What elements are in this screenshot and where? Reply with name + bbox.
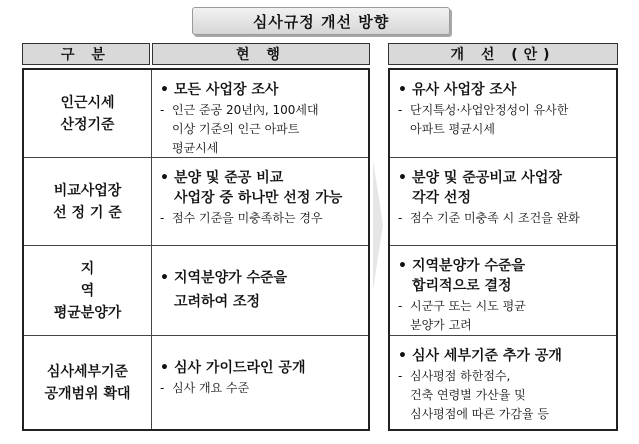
bullet-item [398,276,610,296]
dash-icon: - [398,369,403,383]
sub-item [160,210,362,227]
sub-item [160,102,362,119]
bullet-text: 심사 가이드라인 공개 [174,360,306,376]
bullet-item [398,168,610,188]
bullet-text: 유사 사업장 조사 [412,82,517,98]
sub-item [160,121,362,138]
bullet-item [398,346,610,366]
category-line: 지 역 [80,260,139,299]
sub-item [398,210,610,227]
bullet-icon: • [160,170,169,186]
bullet-item [160,188,362,208]
bullet-icon: • [160,360,169,376]
bullet-icon: • [160,270,169,286]
row-category [24,70,152,157]
bullet-text: 지역분양가 수준을 [174,270,288,286]
category-line: 평균분양가 [53,304,122,321]
bullet-text: 사업장 중 하나만 선정 가능 [174,190,343,206]
improved-cell [390,70,616,157]
header-improved: 개 선 (안) [388,43,618,65]
bullet-icon: • [160,82,169,98]
category-line: 비교사업장 [53,182,122,199]
current-cell [152,158,368,245]
bullet-icon: • [398,82,407,98]
current-cell [152,336,368,429]
sub-item [160,140,362,157]
dash-icon: - [398,299,403,313]
sub-item [398,368,610,385]
bullet-item [160,268,362,288]
table-row [24,158,368,246]
category-line: 인근시세 [60,94,115,111]
bullet-item [398,188,610,208]
row-category [24,158,152,245]
table-row [390,158,616,246]
sub-item [398,102,610,119]
bullet-text: 합리적으로 결정 [412,278,512,294]
row-category [24,246,152,335]
dash-icon: - [160,211,165,225]
sub-text: 시군구 또는 시도 평균 [410,299,526,313]
bullet-text: 모든 사업장 조사 [174,82,279,98]
bullet-item [160,358,362,378]
arrow-right-icon [373,160,383,290]
dash-icon: - [398,211,403,225]
bullet-text: 지역분양가 수준을 [412,258,526,274]
sub-text: 심사평점에 따른 가감율 등 [410,407,549,421]
bullet-text: 심사 세부기준 추가 공개 [412,348,562,364]
sub-item [398,317,610,334]
bullet-item [398,80,610,100]
sub-text: 건축 연령별 가산율 및 [410,388,526,402]
dash-icon: - [398,103,403,117]
table-row [24,70,368,158]
improved-cell [390,246,616,335]
dash-icon: - [160,381,165,395]
sub-text: 점수 기준 미충족 시 조건을 완화 [410,211,580,225]
improved-cell [390,336,616,429]
sub-text: 단지특성·사업안정성이 유사한 [410,103,569,117]
sub-text: 점수 기준을 미충족하는 경우 [172,211,323,225]
sub-text: 이상 기준의 인근 아파트 [172,122,300,136]
bullet-icon: • [398,348,407,364]
bullet-item [160,168,362,188]
current-table [22,68,370,431]
sub-text: 심사 개요 수준 [172,381,250,395]
bullet-text: 분양 및 준공비교 사업장 [412,170,562,186]
improved-table [388,68,618,431]
sub-text: 아파트 평균시세 [410,122,495,136]
sub-text: 평균시세 [172,141,219,155]
bullet-icon: • [398,258,407,274]
bullet-text: 각각 선정 [412,190,471,206]
sub-text: 분양가 고려 [410,318,472,332]
table-row [24,246,368,336]
table-row [390,70,616,158]
header-category: 구 분 [22,43,150,65]
sub-item [398,406,610,423]
table-row [390,336,616,429]
bullet-item [160,80,362,100]
sub-text: 심사평점 하한점수, [410,369,511,383]
sub-item [160,380,362,397]
row-category [24,336,152,429]
sub-item [398,387,610,404]
sub-item [398,298,610,315]
improved-cell [390,158,616,245]
bullet-icon: • [398,170,407,186]
dash-icon: - [160,103,165,117]
category-line: 산정기준 [60,116,115,133]
current-cell [152,70,368,157]
category-line: 공개범위 확대 [44,385,131,402]
current-cell [152,246,368,335]
category-line: 심사세부기준 [46,363,129,380]
sub-text: 인근 준공 20년內, 100세대 [172,103,319,117]
bullet-item [160,292,362,312]
sub-item [398,121,610,138]
bullet-item [398,256,610,276]
page-title: 심사규정 개선 방향 [192,7,450,35]
table-row [390,246,616,336]
table-row [24,336,368,429]
bullet-text: 고려하여 조정 [174,294,261,310]
header-current: 현 행 [152,43,370,65]
bullet-text: 분양 및 준공 비교 [174,170,284,186]
category-line: 선 정 기 준 [53,204,122,221]
